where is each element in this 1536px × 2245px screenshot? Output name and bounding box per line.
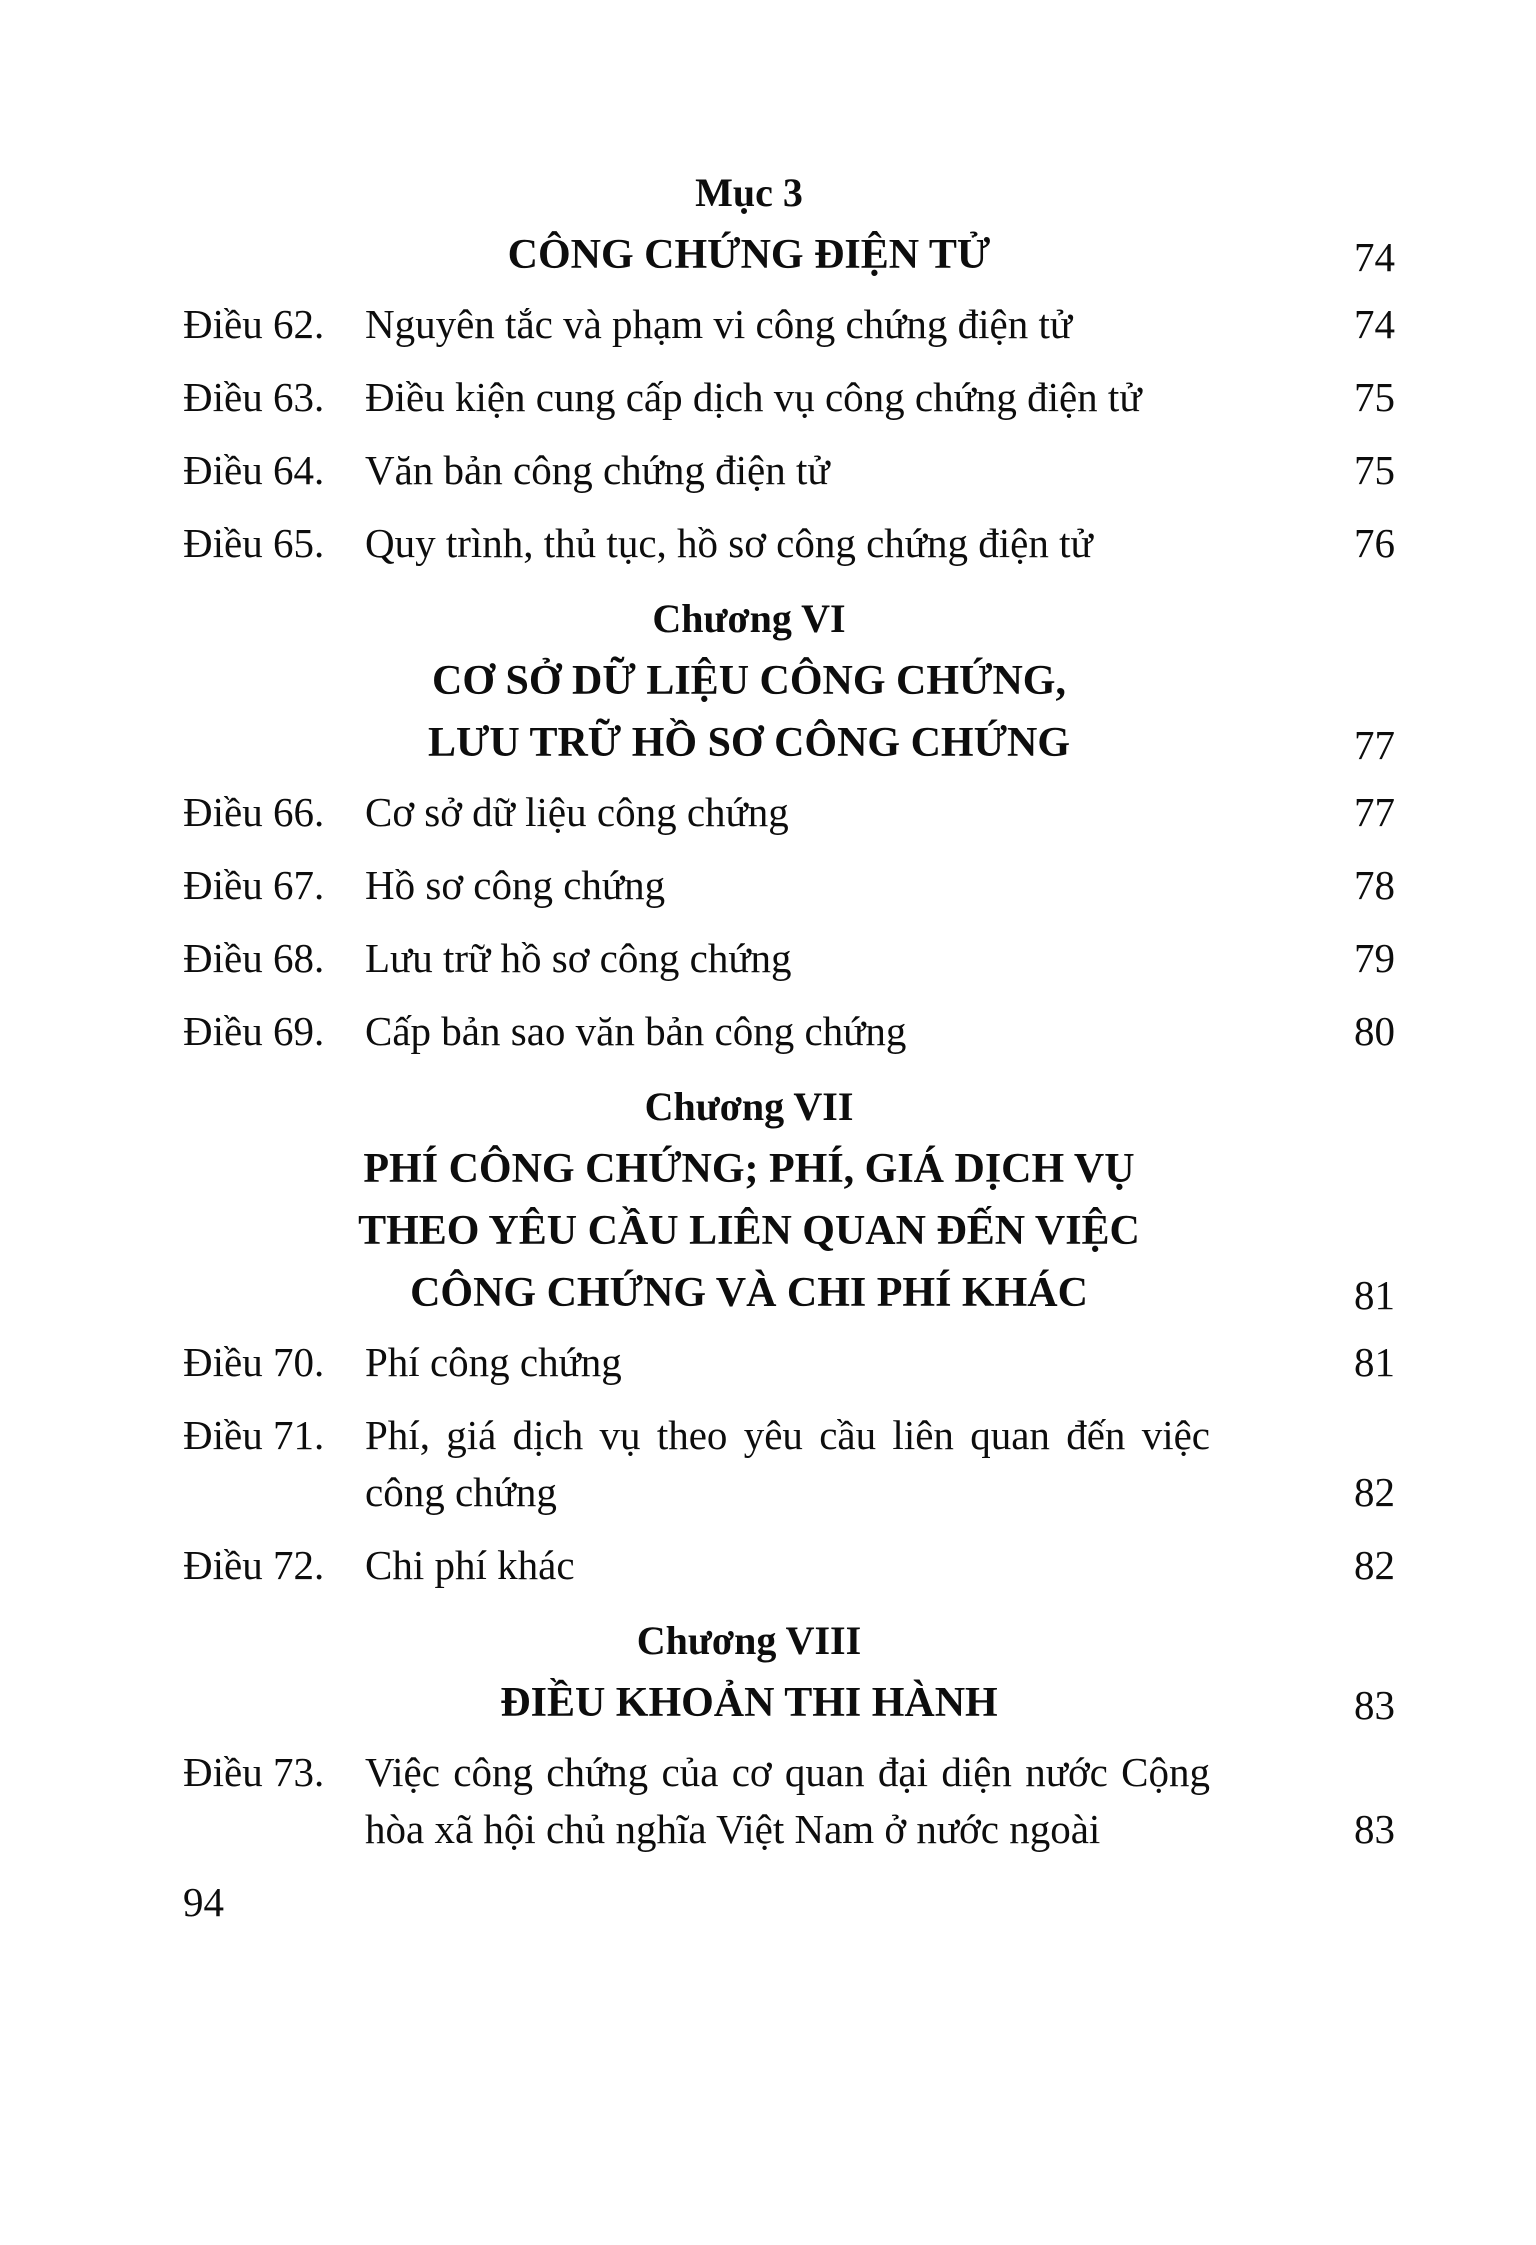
- section-entries: [183, 296, 1395, 572]
- section-title: [183, 224, 1315, 286]
- entry-page-number: 79: [1354, 935, 1395, 981]
- table-of-contents: [183, 162, 1395, 1858]
- section-page-number: 74: [1354, 234, 1395, 280]
- section-entries: [183, 784, 1395, 1060]
- entry-article-label: Điều 65.: [183, 520, 325, 566]
- entry-page-number: 81: [1354, 1339, 1395, 1385]
- toc-entry-row: [183, 784, 1395, 841]
- entry-article-label: Điều 72.: [183, 1542, 325, 1588]
- entry-page-number: 80: [1354, 1008, 1395, 1054]
- section-title-line: THEO YÊU CẦU LIÊN QUAN ĐẾN VIỆC: [358, 1208, 1140, 1254]
- toc-entry-row: [183, 857, 1395, 914]
- toc-entry-row: [183, 369, 1395, 426]
- section-kicker-row: [183, 1076, 1395, 1138]
- entry-article-label: Điều 70.: [183, 1339, 325, 1385]
- entry-page-number: 82: [1354, 1542, 1395, 1588]
- entry-page-number: 83: [1354, 1806, 1395, 1852]
- section-title-line: PHÍ CÔNG CHỨNG; PHÍ, GIÁ DỊCH VỤ: [363, 1146, 1135, 1192]
- toc-entry-row: [183, 1003, 1395, 1060]
- toc-entry-row: [183, 1407, 1395, 1521]
- entry-page-number: 78: [1354, 862, 1395, 908]
- entry-page-number: 76: [1354, 520, 1395, 566]
- section-page-number: 81: [1354, 1272, 1395, 1318]
- entry-page-number: 75: [1354, 447, 1395, 493]
- entry-title: Việc công chứng của cơ quan đại diện nước Cộng hòa xã hội chủ nghĩa Việt Nam ở nước ngoài: [365, 1749, 1210, 1852]
- section-kicker-row: [183, 588, 1395, 650]
- entry-article-label: Điều 68.: [183, 935, 325, 981]
- section-entries: [183, 1744, 1395, 1858]
- section-title-line: CƠ SỞ DỮ LIỆU CÔNG CHỨNG,: [432, 658, 1066, 704]
- entry-title: Lưu trữ hồ sơ công chứng: [365, 935, 792, 981]
- entry-title: Chi phí khác: [365, 1542, 575, 1588]
- section-entries: [183, 1334, 1395, 1594]
- section-title-row: [183, 1672, 1395, 1734]
- toc-section: [183, 162, 1395, 572]
- entry-title: Phí, giá dịch vụ theo yêu cầu liên quan đến việc công chứng: [365, 1412, 1210, 1515]
- entry-title: Nguyên tắc và phạm vi công chứng điện tử: [365, 301, 1073, 347]
- entry-title: Hồ sơ công chứng: [365, 862, 666, 908]
- toc-entry-row: [183, 515, 1395, 572]
- entry-article-label: Điều 67.: [183, 862, 325, 908]
- entry-article-label: Điều 62.: [183, 301, 325, 347]
- section-kicker: Chương VII: [644, 1084, 854, 1129]
- section-kicker: Chương VIII: [636, 1618, 862, 1663]
- entry-page-number: 75: [1354, 374, 1395, 420]
- entry-title: Quy trình, thủ tục, hồ sơ công chứng điện tử: [365, 520, 1093, 566]
- section-kicker-row: [183, 162, 1395, 224]
- section-page-number: 77: [1354, 722, 1395, 768]
- section-title-row: [183, 650, 1395, 774]
- section-title-line: CÔNG CHỨNG ĐIỆN TỬ: [507, 232, 991, 278]
- entry-title: Cấp bản sao văn bản công chứng: [365, 1008, 907, 1054]
- section-kicker: Mục 3: [695, 170, 803, 215]
- toc-section: [183, 1610, 1395, 1858]
- toc-entry-row: [183, 1744, 1395, 1858]
- toc-entry-row: [183, 1334, 1395, 1391]
- entry-page-number: 77: [1354, 789, 1395, 835]
- section-title-row: [183, 224, 1395, 286]
- entry-article-label: Điều 64.: [183, 447, 325, 493]
- entry-article-label: Điều 66.: [183, 789, 325, 835]
- section-kicker-row: [183, 1610, 1395, 1672]
- entry-article-label: Điều 71.: [183, 1412, 325, 1458]
- page-number: 94: [183, 1879, 224, 1925]
- section-page-number: 83: [1354, 1682, 1395, 1728]
- section-title-line: LƯU TRỮ HỒ SƠ CÔNG CHỨNG: [427, 720, 1071, 766]
- toc-section: [183, 1076, 1395, 1594]
- section-title-line: ĐIỀU KHOẢN THI HÀNH: [500, 1680, 998, 1726]
- section-title: [183, 1672, 1315, 1734]
- section-title-row: [183, 1138, 1395, 1324]
- toc-entry-row: [183, 1537, 1395, 1594]
- section-title: [183, 650, 1315, 774]
- section-title: [183, 1138, 1315, 1324]
- section-kicker: Chương VI: [652, 596, 846, 641]
- entry-article-label: Điều 69.: [183, 1008, 325, 1054]
- toc-entry-row: [183, 930, 1395, 987]
- entry-title: Cơ sở dữ liệu công chứng: [365, 789, 789, 835]
- entry-article-label: Điều 63.: [183, 374, 325, 420]
- toc-entry-row: [183, 442, 1395, 499]
- toc-entry-row: [183, 296, 1395, 353]
- entry-title: Phí công chứng: [365, 1339, 622, 1385]
- entry-title: Điều kiện cung cấp dịch vụ công chứng điện tử: [365, 374, 1142, 420]
- entry-title: Văn bản công chứng điện tử: [365, 447, 830, 493]
- section-title-line: CÔNG CHỨNG VÀ CHI PHÍ KHÁC: [410, 1270, 1088, 1316]
- entry-article-label: Điều 73.: [183, 1749, 325, 1795]
- toc-section: [183, 588, 1395, 1060]
- entry-page-number: 82: [1354, 1469, 1395, 1515]
- entry-page-number: 74: [1354, 301, 1395, 347]
